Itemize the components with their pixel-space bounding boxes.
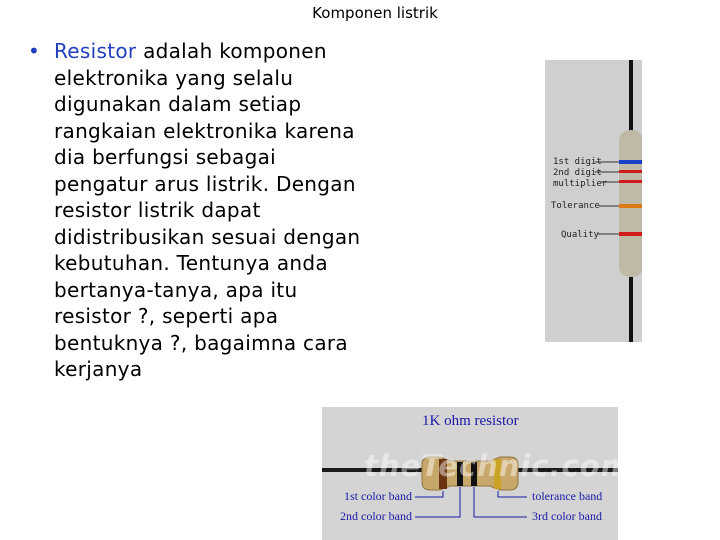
figure-title: 1K ohm resistor <box>422 413 519 429</box>
band-red-3 <box>619 232 642 236</box>
band-red-2 <box>619 180 642 183</box>
resistor-keyword: Resistor <box>54 39 137 63</box>
resistor-body <box>619 130 642 277</box>
band-red-1 <box>619 170 642 173</box>
label-multiplier: multiplier <box>553 179 608 189</box>
band-blue <box>619 160 642 164</box>
label-tolerance: Tolerance <box>551 201 600 211</box>
label-1st-digit: 1st digit <box>553 157 602 167</box>
bullet-body: adalah komponen elektronika yang selalu digunakan dalam setiap rangkaian elektronika karena dia berfungsi sebagai pengatur arus listrik. Dengan resistor listrik dapat didistribusikan sesuai dengan kebutuhan. Tentunya anda bertanya-tanya, apa itu resistor ?, seperti apa bentuknya ?, bagaimna cara kerjanya <box>54 39 361 381</box>
bullet-marker: • <box>28 39 40 63</box>
horizontal-resistor-figure <box>322 407 632 540</box>
band-orange <box>619 204 642 208</box>
slide-title: Komponen listrik <box>312 4 438 22</box>
bullet-text <box>54 38 364 383</box>
label-1st-color-band: 1st color band <box>344 489 412 503</box>
label-3rd-color-band: 3rd color band <box>532 509 602 523</box>
label-quality: Quality <box>561 230 599 240</box>
watermark: theTechnic.com <box>364 449 632 483</box>
label-2nd-digit: 2nd digit <box>553 168 602 178</box>
label-tolerance-band: tolerance band <box>532 489 603 503</box>
label-2nd-color-band: 2nd color band <box>340 509 412 523</box>
vertical-resistor-figure <box>545 60 642 342</box>
